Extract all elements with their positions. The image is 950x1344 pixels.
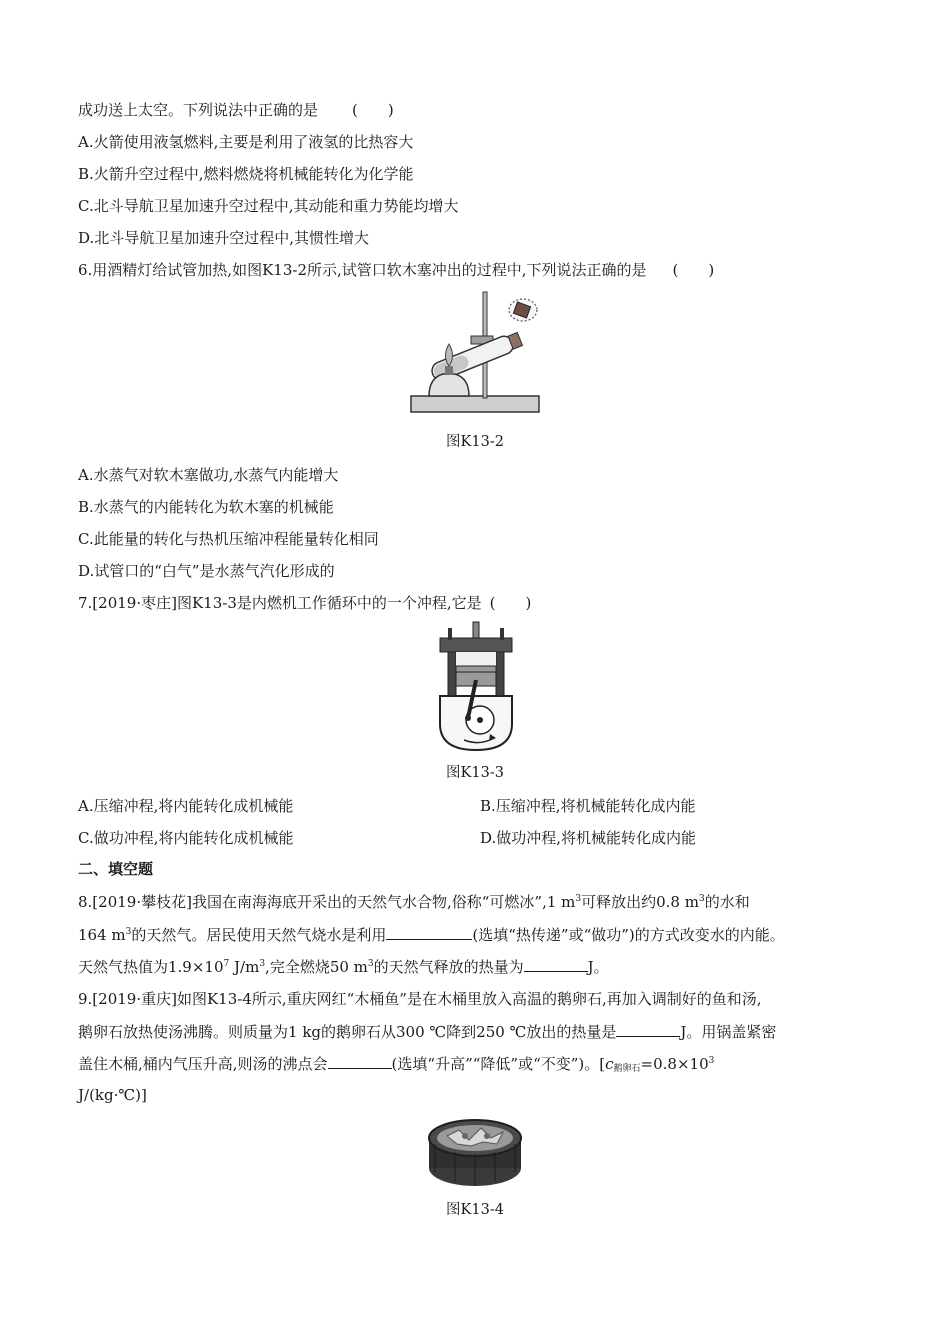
- figure-caption-k13-4: 图K13-4: [446, 1202, 504, 1218]
- q7-option-b: B.压缩冲程,将机械能转化成内能: [480, 797, 696, 815]
- q5-stem: [78, 100, 394, 120]
- q9-blank-2[interactable]: [328, 1053, 392, 1069]
- q8-blank-2[interactable]: [524, 956, 588, 972]
- figure-caption-k13-2: 图K13-2: [446, 434, 504, 450]
- test-tube-heating-figure: [405, 286, 545, 422]
- engine-stroke-figure: [434, 620, 518, 754]
- q5-option-b: B.火箭升空过程中,燃料燃烧将机械能转化为化学能: [78, 165, 414, 183]
- q6-option-d: D.试管口的“白气”是水蒸气汽化形成的: [78, 562, 335, 580]
- q6-option-a: A.水蒸气对软木塞做功,水蒸气内能增大: [78, 466, 339, 484]
- q8-line-1: 8.[2019·攀枝花]我国在南海海底开采出的天然气水合物,俗称“可燃冰”,1 $m^3$可释放出约0.8 $m^3$的水和: [78, 893, 750, 911]
- figure-caption-k13-3: 图K13-3: [446, 765, 504, 781]
- q7-option-c: C.做功冲程,将内能转化成机械能: [78, 829, 294, 847]
- q7-stem-text: 7.[2019·枣庄]图K13-3是内燃机工作循环中的一个冲程,它是: [78, 594, 482, 612]
- wooden-bucket-fish-photo: [425, 1114, 525, 1190]
- q5-stem-text: 成功送上太空。下列说法中正确的是: [78, 101, 319, 119]
- q8-blank-1[interactable]: [386, 924, 472, 940]
- q9-line-1: 9.[2019·重庆]如图K13-4所示,重庆网红“木桶鱼”是在木桶里放入高温的鹅卵石,再加入调制好的鱼和汤,: [78, 990, 762, 1008]
- q6-stem-text: 6.用酒精灯给试管加热,如图K13-2所示,试管口软木塞冲出的过程中,下列说法正确的是: [78, 261, 647, 279]
- q9-line-3: 盖住木桶,桶内气压升高,则汤的沸点会 (选填“升高”“降低”或“不变”)。[$c_{鹅卵石}=0.8\times 10^3$: [78, 1055, 715, 1074]
- q6-option-b: B.水蒸气的内能转化为软木塞的机械能: [78, 498, 334, 516]
- q5-option-d: D.北斗导航卫星加速升空过程中,其惯性增大: [78, 229, 370, 247]
- q5-option-c: C.北斗导航卫星加速升空过程中,其动能和重力势能均增大: [78, 197, 459, 215]
- q5-answer-paren: ( ): [352, 101, 394, 119]
- q9-line-4: J/(kg·℃)]: [78, 1086, 147, 1104]
- q6-option-c: C.此能量的转化与热机压缩冲程能量转化相同: [78, 530, 379, 548]
- q7-option-d: D.做功冲程,将机械能转化成内能: [480, 829, 697, 847]
- q6-answer-paren: ( ): [672, 261, 715, 279]
- q9-blank-1[interactable]: [616, 1021, 680, 1037]
- q8-line-2: 164 $m^3$的天然气。居民使用天然气烧水是利用 (选填“热传递”或“做功”)的方式改变水的内能。: [78, 926, 785, 944]
- q8-line-3: 天然气热值为$1.9\times 10^7$ $J/m^3$,完全燃烧50 $m^3$的天然气释放的热量为 J。: [78, 958, 609, 976]
- q7-stem: [78, 593, 531, 613]
- q9-line-2: 鹅卵石放热使汤沸腾。则质量为1 kg的鹅卵石从300 ℃降到250 ℃放出的热量是 J。用锅盖紧密: [78, 1023, 777, 1041]
- q7-answer-paren: ( ): [489, 594, 532, 612]
- q5-option-a: A.火箭使用液氢燃料,主要是利用了液氢的比热容大: [78, 133, 414, 151]
- q6-stem: [78, 260, 714, 280]
- q7-option-a: A.压缩冲程,将内能转化成机械能: [78, 797, 294, 815]
- section-heading-fill-in: 二、填空题: [78, 860, 154, 878]
